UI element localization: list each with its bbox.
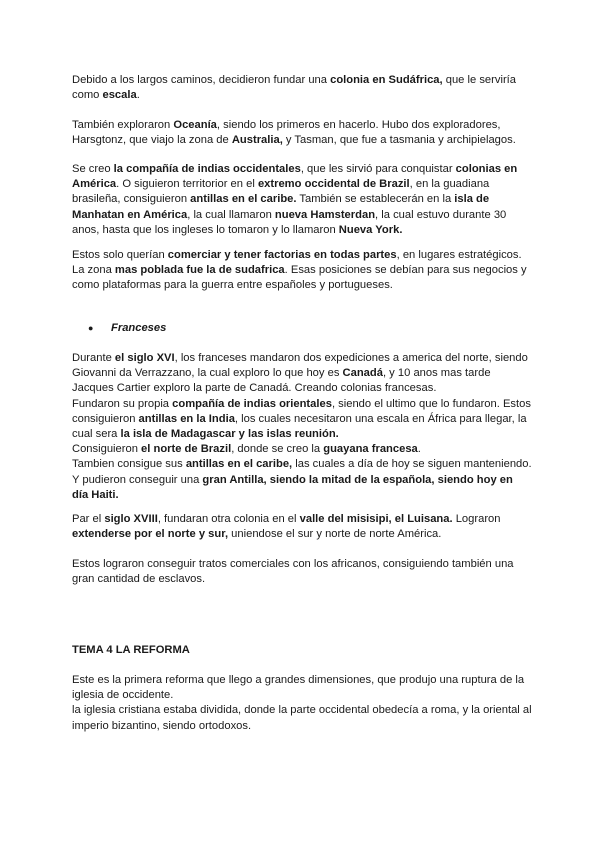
bold-text: escala xyxy=(102,89,137,102)
paragraph-colonia-sudafrica: Debido a los largos caminos, decidieron fundar una colonia en Sudáfrica, que le serviría como escala. xyxy=(72,74,516,102)
bold-text: el siglo XVI xyxy=(114,352,175,364)
bold-text: extremo occidental de Brazil xyxy=(257,178,410,191)
bold-text: antillas en el caribe. xyxy=(190,193,297,206)
paragraph-siglo-xviii: Par el siglo XVIII, fundaran otra colonia en el valle del misisipi, el Luisana. Lograron extenderse por el norte y sur, uniendose el sur y norte de norte América. xyxy=(72,513,501,541)
bold-text: antillas en la India xyxy=(138,412,235,425)
bold-text: Nueva York. xyxy=(338,223,403,236)
section-heading: TEMA 4 LA REFORMA xyxy=(72,644,190,656)
bold-text: la isla de Madagascar y las islas reunión. xyxy=(120,428,339,441)
bullet-label: Franceses xyxy=(111,322,167,334)
paragraph-indias-occidentales: Se creo la compañía de indias occidentales, que les sirvió para conquistar colonias en América. O siguieron territorior en el extremo occidental de Brazil, en la guadiana brasileña, consiguieron antillas en el caribe. También se establecerán en la isla de Manhatan en América, la cual llamaron nueva Hamsterdan, la cual estuvo durante 30 anos, hasta que los ingleses lo tomaron y lo llamaron Nueva York. xyxy=(72,163,518,236)
bold-text: compañía de indias orientales xyxy=(172,397,332,410)
bold-text: antillas en el caribe, xyxy=(185,458,293,471)
bold-text: Oceanía xyxy=(173,119,217,131)
bold-text: isla de Manhatan en América xyxy=(72,193,490,221)
paragraph-esclavos: Estos lograron conseguir tratos comerciales con los africanos, consiguiendo también una gran cantidad de esclavos. xyxy=(72,558,514,586)
bold-text: siglo XVIII xyxy=(104,513,158,525)
paragraph-reforma: Este es la primera reforma que llego a grandes dimensiones, que produjo una ruptura de la iglesia de occidente. la iglesia cristiana estaba dividida, donde la parte occidental obedecía a roma, y la oriental al imperio bizantino, siendo ortodoxos. xyxy=(72,674,532,732)
bold-text: guayana francesa xyxy=(323,443,418,456)
bold-text: nueva Hamsterdan xyxy=(274,208,376,221)
bold-text: gran Antilla, siendo la mitad de la española, siendo hoy en día Haiti. xyxy=(72,473,513,501)
paragraph-oceania: También exploraron Oceanía, siendo los primeros en hacerlo. Hubo dos exploradores, Harsgtonz, que viajo la zona de Australia, y Tasman, que fue a tasmania y archipielagos. xyxy=(72,119,516,147)
bold-text: colonias en América xyxy=(72,163,518,191)
bold-text: Australia, xyxy=(231,134,283,147)
bold-text: comerciar y tener factorias en todas partes xyxy=(167,249,397,261)
paragraph-franceses-siglo-xvi: Durante el siglo XVI, los franceses mandaron dos expediciones a america del norte, siendo Giovanni da Verrazzano, la cual exploro lo que hoy es Canadá, y 10 anos mas tarde Jacques Cartier exploro la parte de Canadá. Creando colonias francesas. Fundaron su propia compañía de indias orientales, siendo el ultimo que lo fundaron. Estos consiguieron antillas en la India, los cuales necesitaron una escala en África para llegar, la cual sera la isla de Madagascar y las islas reunión. Consiguieron el norte de Brazil, donde se creo la guayana francesa. Tambien consigue sus antillas en el caribe, las cuales a día de hoy se siguen manteniendo. Y pudieron conseguir una gran Antilla, siendo la mitad de la española, siendo hoy en día Haiti. xyxy=(72,352,532,501)
bullet-icon: ● xyxy=(88,323,94,333)
bold-text: extenderse por el norte y sur, xyxy=(72,528,229,541)
paragraph-comerciar: Estos solo querían comerciar y tener factorias en todas partes, en lugares estratégicos. La zona mas poblada fue la de sudafrica. Esas posiciones se debían para sus negocios y como plataformas para la guerra entre españoles y portugueses. xyxy=(72,249,527,292)
bold-text: colonia en Sudáfrica, xyxy=(330,74,443,86)
bold-text: la compañía de indias occidentales xyxy=(113,163,301,175)
bold-text: valle del misisipi, el Luisana. xyxy=(299,513,453,525)
bold-text: el norte de Brazil xyxy=(141,443,232,456)
bold-text: Canadá xyxy=(342,367,383,380)
bold-text: mas poblada fue la de sudafrica xyxy=(114,264,285,277)
